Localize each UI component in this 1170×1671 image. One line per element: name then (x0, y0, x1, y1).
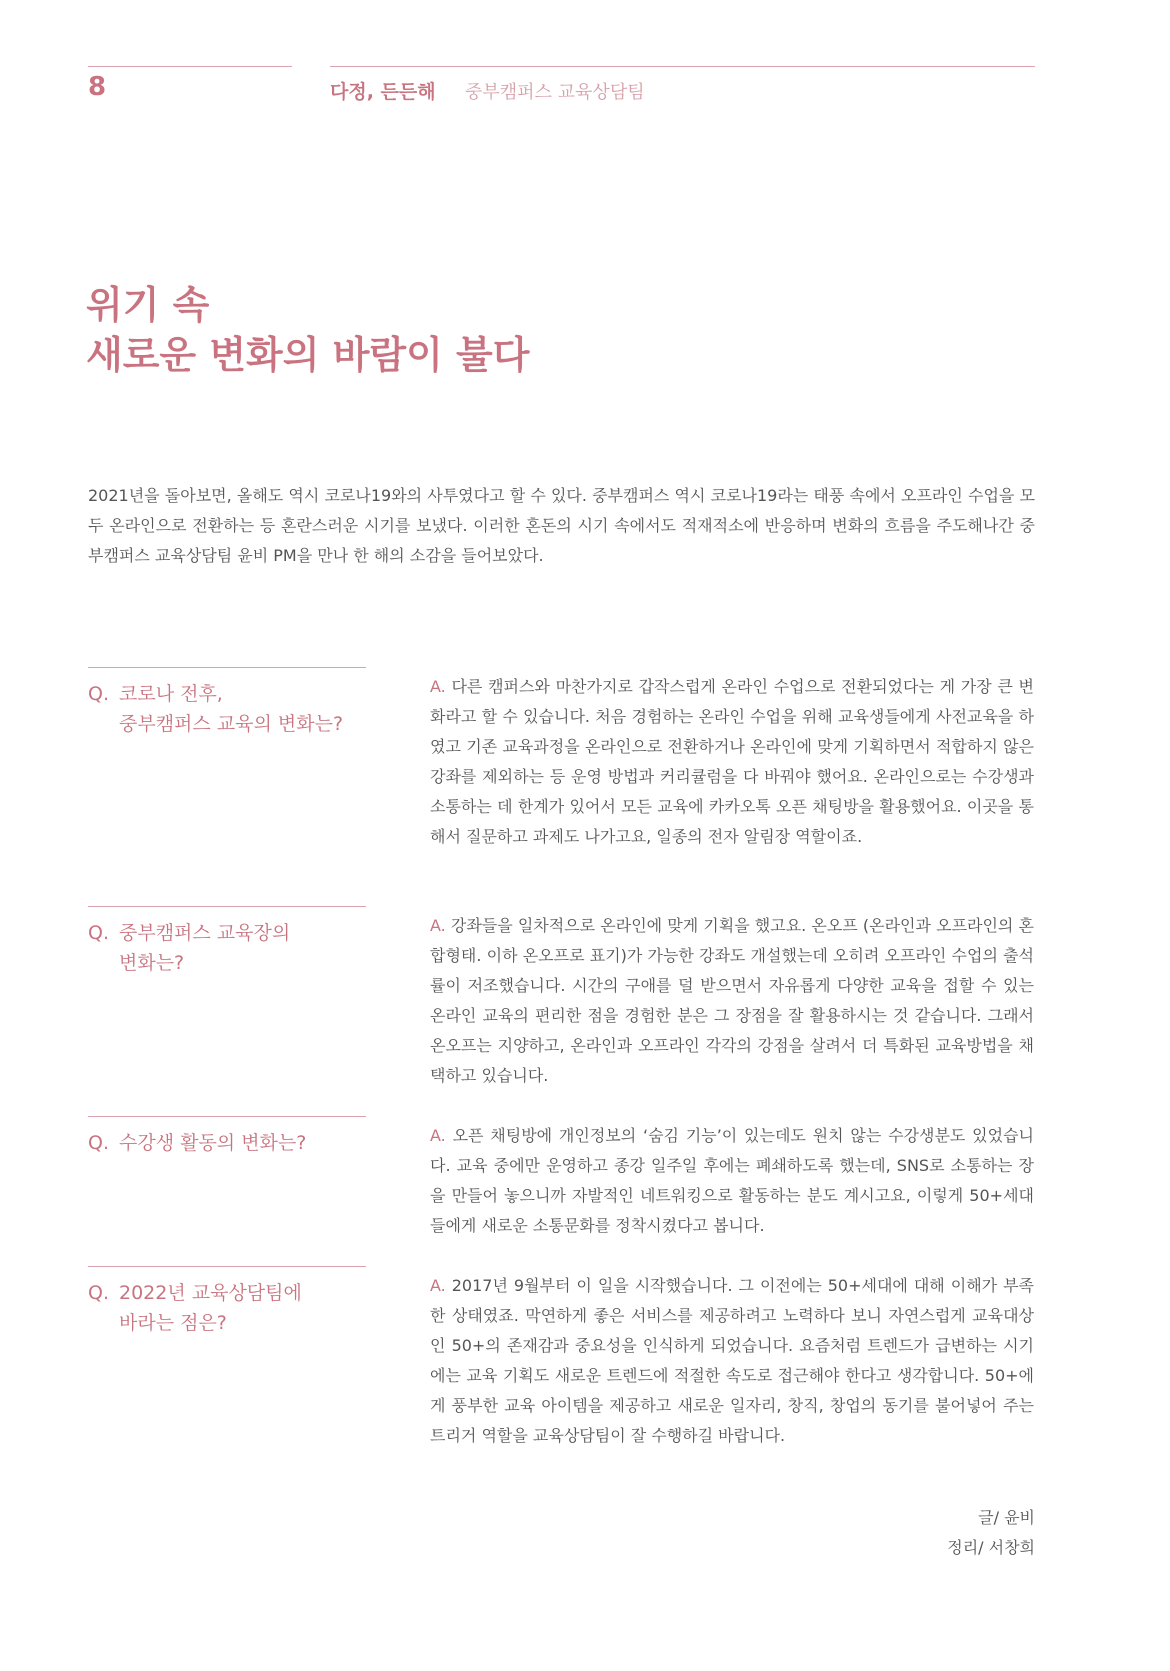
question-rule (88, 1266, 366, 1267)
question-prefix: Q. (88, 1132, 109, 1154)
question (88, 679, 388, 739)
answer-prefix: A. (430, 1126, 446, 1145)
question-rule (88, 906, 366, 907)
question-rule (88, 667, 366, 668)
answer (430, 1121, 1034, 1241)
answer (430, 1271, 1034, 1451)
question-prefix: Q. (88, 1282, 109, 1304)
answer-text: 강좌들을 일차적으로 온라인에 맞게 기획을 했고요. 온오프 (온라인과 오프라인의 혼합형태. 이하 온오프로 표기)가 가능한 강좌도 개설했는데 오히려 오프라인 수업의 출석률이 저조했습니다. 시간의 구애를 덜 받으면서 자유롭게 다양한 교육을 접할 수 있는 온라인 교육의 편리한 점을 경험한 분은 그 장점을 잘 활용하시는 것 같습니다. 그래서 온오프는 지양하고, 온라인과 오프라인 각각의 강점을 살려서 더 특화된 교육방법을 채택하고 있습니다. (430, 916, 1034, 1085)
answer-text: 다른 캠퍼스와 마찬가지로 갑작스럽게 온라인 수업으로 전환되었다는 게 가장 큰 변화라고 할 수 있습니다. 처음 경험하는 온라인 수업을 위해 교육생들에게 사전교육을 하였고 기존 교육과정을 온라인으로 전환하거나 온라인에 맞게 기획하면서 적합하지 않은 강좌를 제외하는 등 운영 방법과 커리큘럼을 다 바꿔야 했어요. 온라인으로는 수강생과 소통하는 데 한계가 있어서 모든 교육에 카카오톡 오픈 채팅방을 활용했어요. 이곳을 통해서 질문하고 과제도 나가고요, 일종의 전자 알림장 역할이죠. (430, 677, 1034, 846)
editor-credit: 정리/ 서창희 (947, 1538, 1035, 1557)
question (88, 1128, 388, 1158)
section-title: 다정, 든든해 (330, 81, 436, 103)
answer-prefix: A. (430, 677, 446, 696)
answer-text: 오픈 채팅방에 개인정보의 ‘숨김 기능’이 있는데도 원치 않는 수강생분도 있었습니다. 교육 중에만 운영하고 종강 일주일 후에는 폐쇄하도록 했는데, SNS로 소통하는 장을 만들어 놓으니까 자발적인 네트워킹으로 활동하는 분도 계시고요, 이렇게 50+세대들에게 새로운 소통문화를 정착시켰다고 봅니다. (430, 1126, 1034, 1235)
question-line-2: 변화는? (119, 952, 185, 974)
header-rule-right (330, 66, 1035, 67)
question-rule (88, 1116, 366, 1117)
question-line-1: 중부캠퍼스 교육장의 (119, 922, 291, 944)
intro-paragraph: 2021년을 돌아보면, 올해도 역시 코로나19와의 사투였다고 할 수 있다. 중부캠퍼스 역시 코로나19라는 태풍 속에서 오프라인 수업을 모두 온라인으로 전환하는 등 혼란스러운 시기를 보냈다. 이러한 혼돈의 시기 속에서도 적재적소에 반응하며 변화의 흐름을 주도해나간 중부캠퍼스 교육상담팀 윤비 PM을 만나 한 해의 소감을 들어보았다. (88, 486, 1035, 565)
team-name: 중부캠퍼스 교육상담팀 (465, 82, 645, 103)
question-line-1: 수강생 활동의 변화는? (119, 1132, 307, 1154)
credits (947, 1503, 1035, 1563)
answer-prefix: A. (430, 1276, 446, 1295)
question (88, 918, 388, 978)
question-line-2: 중부캠퍼스 교육의 변화는? (119, 713, 344, 735)
question-line-2: 바라는 점은? (119, 1312, 227, 1334)
article-title-line-2: 새로운 변화의 바람이 불다 (86, 333, 530, 377)
answer-text: 2017년 9월부터 이 일을 시작했습니다. 그 이전에는 50+세대에 대해 이해가 부족한 상태였죠. 막연하게 좋은 서비스를 제공하려고 노력하다 보니 자연스럽게 교육대상인 50+의 존재감과 중요성을 인식하게 되었습니다. 요즘처럼 트렌드가 급변하는 시기에는 교육 기획도 새로운 트렌드에 적절한 속도로 접근해야 한다고 생각합니다. 50+에게 풍부한 교육 아이템을 제공하고 새로운 일자리, 창직, 창업의 동기를 불어넣어 주는 트리거 역할을 교육상담팀이 잘 수행하길 바랍니다. (430, 1276, 1034, 1445)
question-prefix: Q. (88, 922, 109, 944)
question (88, 1278, 388, 1338)
question-prefix: Q. (88, 683, 109, 705)
answer (430, 672, 1034, 852)
answer (430, 911, 1034, 1091)
question-line-1: 2022년 교육상담팀에 (119, 1282, 302, 1304)
article-title-line-1: 위기 속 (86, 283, 210, 327)
article-title (86, 280, 529, 380)
page-number: 8 (88, 72, 107, 102)
question-line-1: 코로나 전후, (119, 683, 223, 705)
writer-credit: 글/ 윤비 (978, 1508, 1035, 1527)
answer-prefix: A. (430, 916, 446, 935)
header-rule-left (88, 66, 292, 67)
